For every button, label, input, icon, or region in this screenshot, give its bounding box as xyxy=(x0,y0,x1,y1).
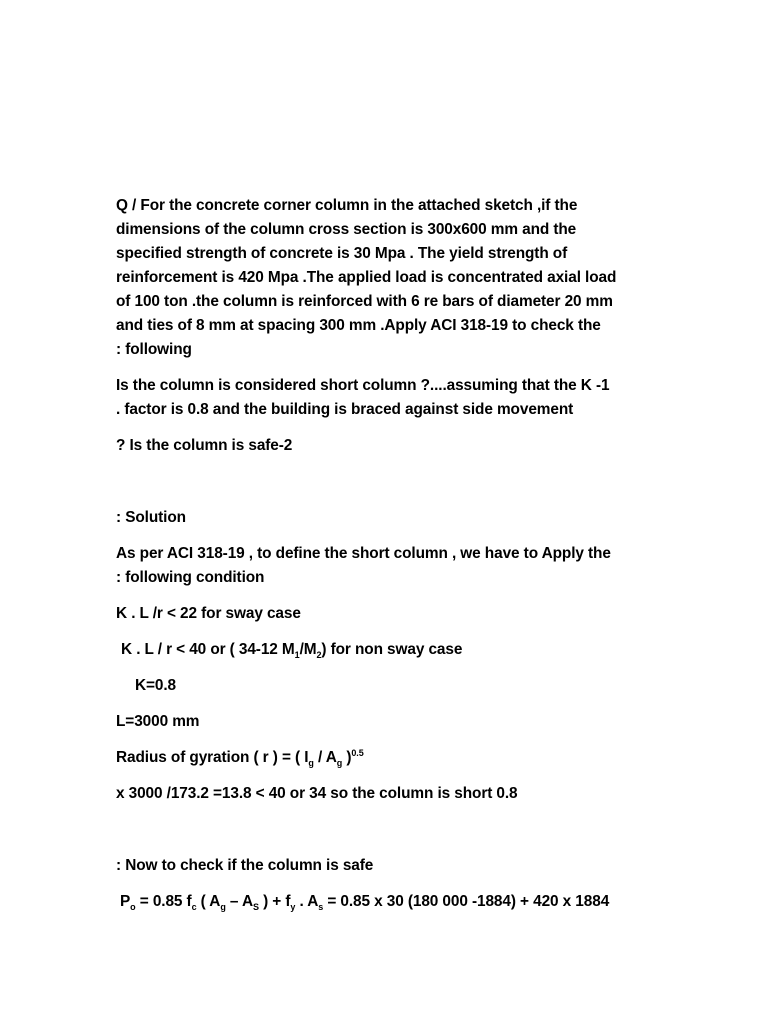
solution-intro-line-1: As per ACI 318-19 , to define the short column , we have to Apply the xyxy=(116,545,611,562)
radius-text-b: / A xyxy=(313,749,337,766)
po-text-b: ( A xyxy=(196,893,221,910)
po-p-sub: o xyxy=(130,902,136,913)
question-line-1: Q / For the concrete corner column in the attached sketch ,if the xyxy=(116,197,578,214)
nonsway-sub-2: 2 xyxy=(316,650,322,661)
item-1-line-2: . factor is 0.8 and the building is braced against side movement xyxy=(116,401,574,418)
po-fy-sub: y xyxy=(290,902,296,913)
question-line-4: reinforcement is 420 Mpa .The applied load is concentrated axial load xyxy=(116,269,617,286)
slenderness-result: x 3000 /173.2 =13.8 < 40 or 34 so the column is short 0.8 xyxy=(116,785,518,802)
po-text-a: = 0.85 f xyxy=(135,893,192,910)
po-p: P xyxy=(120,893,131,910)
nonsway-text-a: K . L / r < 40 or ( 34-12 M xyxy=(121,641,295,658)
nonsway-condition xyxy=(121,640,462,660)
question-line-3: specified strength of concrete is 30 Mpa . The yield strength of xyxy=(116,245,568,262)
po-text-c: – A xyxy=(225,893,253,910)
po-ag-sub: g xyxy=(220,902,226,913)
sway-condition: K . L /r < 22 for sway case xyxy=(116,605,301,622)
po-as-sub: S xyxy=(252,902,259,913)
po-text-f: = 0.85 x 30 (180 000 -1884) + 420 x 1884 xyxy=(323,893,610,910)
nonsway-text-b: /M xyxy=(299,641,317,658)
question-line-2: dimensions of the column cross section is 300x600 mm and the xyxy=(116,221,577,238)
k-value: K=0.8 xyxy=(135,677,176,694)
question-line-7: : following xyxy=(116,341,192,358)
question-line-5: of 100 ton .the column is reinforced with 6 re bars of diameter 20 mm xyxy=(116,293,613,310)
po-text-e: . A xyxy=(295,893,319,910)
radius-text-c: ) xyxy=(342,749,352,766)
radius-sub-1: g xyxy=(308,758,314,769)
solution-heading: : Solution xyxy=(116,509,186,526)
item-1-line-1: Is the column is considered short column ?....assuming that the K -1 xyxy=(116,377,610,394)
safe-check-heading: : Now to check if the column is safe xyxy=(116,857,374,874)
po-as2-sub: s xyxy=(318,902,324,913)
po-equation xyxy=(120,892,609,912)
po-text-d: ) + f xyxy=(258,893,291,910)
radius-text-a: Radius of gyration ( r ) = ( I xyxy=(116,749,309,766)
l-value: L=3000 mm xyxy=(116,713,200,730)
radius-sup: 0.5 xyxy=(351,747,364,758)
nonsway-sub-1: 1 xyxy=(294,650,300,661)
radius-sub-2: g xyxy=(336,758,343,769)
nonsway-text-c: ) for non sway case xyxy=(321,641,463,658)
solution-intro-line-2: : following condition xyxy=(116,569,265,586)
question-line-6: and ties of 8 mm at spacing 300 mm .Apply ACI 318-19 to check the xyxy=(116,317,601,334)
po-fc-sub: c xyxy=(191,902,197,913)
item-2: ? Is the column is safe-2 xyxy=(116,437,293,454)
radius-of-gyration xyxy=(116,748,364,768)
